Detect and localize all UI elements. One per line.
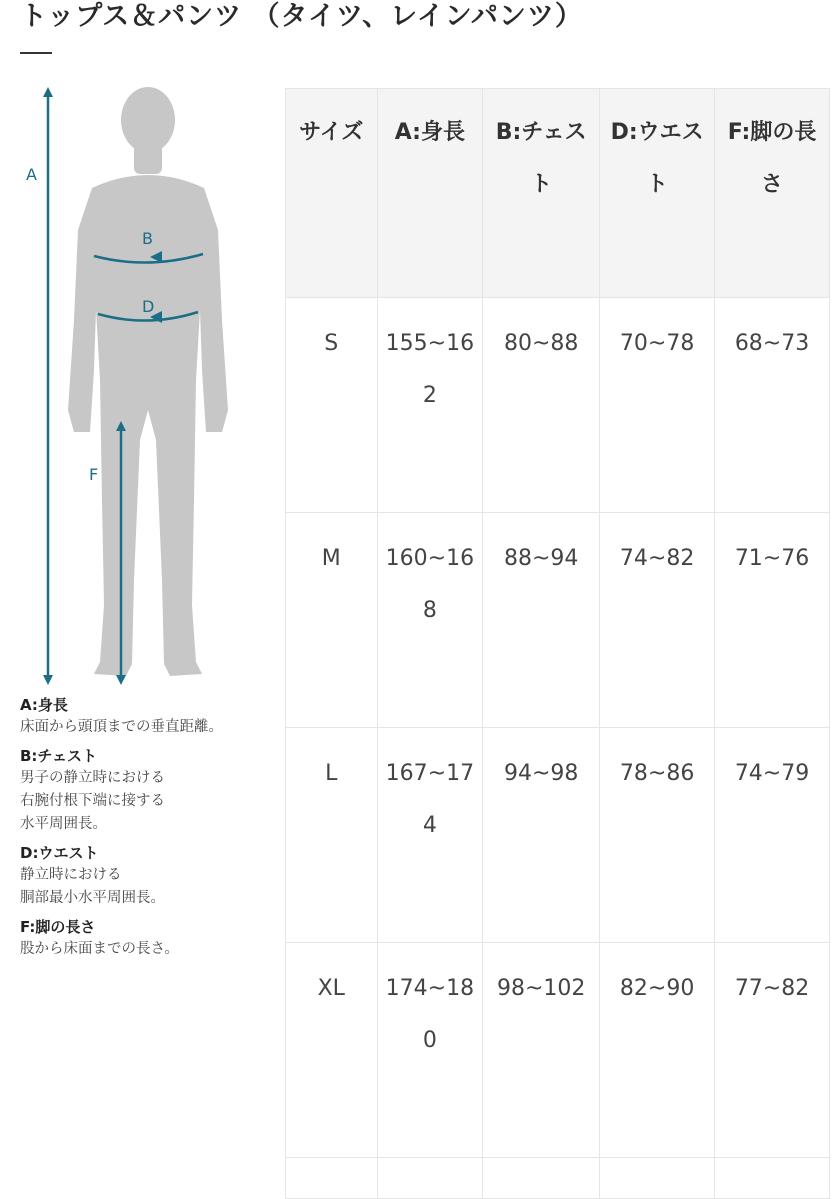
cell-empty [600,1158,715,1199]
table-row [286,728,830,943]
cell-size: L [286,728,378,943]
legend-desc-line: 静立時における [20,867,122,883]
header-waist: D:ウエスト [600,89,715,298]
header-height: A:身長 [377,89,483,298]
cell-empty [483,1158,600,1199]
cell-empty [286,1158,378,1199]
title-underline [20,52,52,54]
cell-empty [377,1158,483,1199]
cell-leg-length: 74~79 [715,728,830,943]
cell-chest: 98~102 [483,943,600,1158]
legend-desc-line: 男子の静立時における [20,770,165,786]
body-measurement-figure [0,80,270,690]
cell-size: XL [286,943,378,1158]
size-table-container [285,88,840,1199]
legend-desc-line: 胴部最小水平周囲長。 [20,890,165,906]
human-silhouette [68,87,228,676]
cell-leg-length: 68~73 [715,298,830,513]
size-table [285,88,830,1199]
legend-desc-line: 水平周囲長。 [20,816,107,832]
cell-leg-length: 71~76 [715,513,830,728]
legend-desc [20,938,280,961]
cell-empty [715,1158,830,1199]
header-size: サイズ [286,89,378,298]
legend-desc-line: 股から床面までの長さ。 [20,941,179,957]
legend-desc [20,864,280,910]
cell-height: 167~174 [377,728,483,943]
table-row [286,943,830,1158]
cell-chest: 80~88 [483,298,600,513]
header-chest: B:チェスト [483,89,600,298]
cell-height: 155~162 [377,298,483,513]
cell-height: 174~180 [377,943,483,1158]
legend-item-chest [20,745,280,836]
label-b: B [142,229,153,248]
table-header-row [286,89,830,298]
legend-term: B:チェスト [20,747,97,765]
table-row-partial [286,1158,830,1199]
cell-waist: 74~82 [600,513,715,728]
legend-term: A:身長 [20,696,68,714]
cell-size: M [286,513,378,728]
label-d: D [142,297,155,316]
cell-waist: 82~90 [600,943,715,1158]
legend-term: D:ウエスト [20,844,99,862]
cell-height: 160~168 [377,513,483,728]
cell-waist: 70~78 [600,298,715,513]
page-title: トップス＆パンツ （タイツ、レインパンツ） [20,1,583,32]
cell-waist: 78~86 [600,728,715,943]
table-row [286,513,830,728]
legend-desc [20,716,280,739]
cell-chest: 94~98 [483,728,600,943]
cell-chest: 88~94 [483,513,600,728]
header-leg-length: F:脚の長さ [715,89,830,298]
label-f: F [89,465,99,484]
measurement-legend [20,694,280,967]
cell-leg-length: 77~82 [715,943,830,1158]
cell-size: S [286,298,378,513]
legend-item-waist [20,842,280,910]
legend-desc-line: 右腕付根下端に接する [20,793,165,809]
legend-term: F:脚の長さ [20,918,96,936]
legend-item-leg-length [20,916,280,961]
legend-desc-line: 床面から頭頂までの垂直距離。 [20,719,223,735]
table-row [286,298,830,513]
legend-desc [20,767,280,836]
legend-item-height [20,694,280,739]
label-a: A [26,165,37,184]
